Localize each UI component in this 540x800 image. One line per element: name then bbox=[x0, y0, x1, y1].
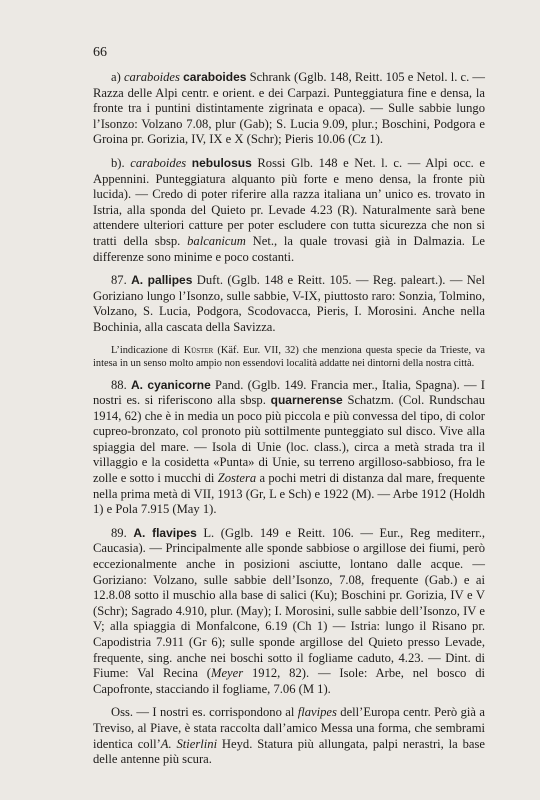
text-run: L’indicazione di bbox=[111, 344, 184, 356]
species-name-italic: caraboides bbox=[130, 155, 187, 170]
page-number: 66 bbox=[93, 45, 107, 60]
species-name: A. pallipes bbox=[131, 273, 193, 288]
entry-number: 89. bbox=[111, 525, 134, 540]
text-run: (Käf. Eur. VII, 32) che menziona questa specie da Trieste, va intesa in un senso molto ampio non essendovi località addatte nei dintorni della nostra città. bbox=[93, 344, 485, 369]
text-run: Pand. (Gglb. 149. Francia mer., Italia, Spagna). — I nostri es. si riferiscono alla sbsp. bbox=[93, 377, 485, 408]
plant-name-italic: Zostera bbox=[217, 471, 257, 486]
paragraph-caraboides-caraboides bbox=[93, 70, 485, 148]
species-name-italic: flavipes bbox=[297, 705, 337, 720]
paragraph-flavipes bbox=[93, 526, 485, 698]
author-name-italic: Meyer bbox=[210, 666, 244, 681]
paragraph-cyanicorne bbox=[93, 378, 485, 518]
paragraph-pallipes bbox=[93, 273, 485, 335]
text-run: b). bbox=[111, 155, 131, 170]
species-name: A. cyanicorne bbox=[130, 377, 211, 392]
species-name-italic: balcanicum bbox=[187, 233, 246, 248]
page-body bbox=[93, 70, 485, 768]
species-name: A. flavipes bbox=[133, 525, 197, 540]
paragraph-caraboides-nebulosus bbox=[93, 156, 485, 265]
entry-number: 88. bbox=[111, 377, 131, 392]
subspecies-name: caraboides bbox=[183, 70, 247, 84]
text-run: a) bbox=[111, 70, 124, 84]
text-run: L. (Gglb. 149 e Reitt. 106. — Eur., Reg mediterr., Caucasia). — Principalmente alle sponde sabbiose o argillose dei fiumi, però eccezionalmente anche in posizioni asciutte, lontano dalle acque. — Goriziano: Volzano, sulle sabbie dell’Isonzo, 7.08, frequente (Gab.) e ai 12.8.08 sotto il muschio alla base di salici (Ku); Boschini pr. Gorizia, IV e V (Schr); Sagrado 4.910, plur. (May); I. Morosini, sulle sabbie dell’Isonzo, IV e V; alla spiaggia di Monfalcone, 6.19 (Ch 1) — Istria: lungo il Risano pr. Capodistria 7.911 (Gr 6); sulle sponde argillose del Quieto presso Levade, frequente, sing. anche nei boschi sotto il fogliame caduto, 4.23. — Dint. di Fiume: Val Recina ( bbox=[93, 525, 485, 681]
author-name: Küster bbox=[183, 344, 214, 356]
entry-number: 87. bbox=[111, 273, 132, 288]
species-name-italic: A. Stierlini bbox=[160, 736, 218, 751]
text-run: Rossi Glb. 148 e Net. l. c. — Alpi occ. e Appennini. Punteggiatura alquanto più forte e meno densa, la fronte più lucida). — Credo di poter riferire alla razza italiana un’ unico es. trovato in Istria, alla sponda del Quieto pr. Levade 4.23 (R). Naturalmente sarà bene attendere ulteriori catture per poter escludere con tutta sicurezza che non si tratti della sbsp. bbox=[93, 155, 485, 248]
text-run: Schrank (Gglb. 148, Reitt. 105 e Netol. l. c. — Razza delle Alpi centr. e orient. e dei Carpazi. Punteggiatura fine e densa, la fronte tra i puntini distintamente zigrinata e opaca). — Sulle sabbie lungo l’Isonzo: Volzano 7.08, plur (Gab); S. Lucia 9.09, plur.; Boschini, Podgora e Groina pr. Gorizia, IV, IX e X (Schr); Pieris 10.06 (Cz 1). bbox=[93, 70, 485, 147]
text-run: Oss. — I nostri es. corrispondono al bbox=[111, 705, 298, 720]
subspecies-name: quarnerense bbox=[270, 393, 343, 408]
paragraph-observation bbox=[93, 705, 485, 767]
text-run: 1912, 82). — Isole: Arbe, nel bosco di Capofronte, stacciando il fogliame, 7.06 (M 1). bbox=[93, 666, 485, 696]
footnote-kuster bbox=[93, 344, 485, 370]
subspecies-name: nebulosus bbox=[191, 155, 252, 170]
text-run: Net., la quale trovasi già in Dalmazia. Le differenze sono minime e poco costanti. bbox=[93, 233, 485, 264]
species-name-italic: caraboides bbox=[123, 70, 180, 84]
text-run: Heyd. Statura più allungata, palpi nerastri, la base delle antenne più scura. bbox=[93, 736, 485, 767]
text-run: Duft. (Gglb. 148 e Reitt. 105. — Reg. paleart.). — Nel Goriziano lungo l’Isonzo, sulle sabbie, V-IX, piuttosto raro: Sonzia, Tolmino, Volzano, S. Lucia, Podgora, Scodovacca, Pieris, I. Morosini. Anche nella Bochinia, alla cascata della Savizza. bbox=[93, 273, 485, 334]
text-run: Schatzm. (Col. Rundschau 1914, 62) che è in media un poco più piccola e più convessa del tipo, di color cupreo-bronzato, col pronoto più sottilmente punteggiato sul disco. Vive alla spiaggia del mare. — Isola di Unie (loc. class.), circa a metà strada tra il villaggio e la cosidetta «Punta» di Unie, su terreno argilloso-sabbioso, fra le zolle e sotto i mucchi di bbox=[93, 393, 486, 486]
text-run: dell’Europa centr. Però già a Treviso, al Piave, è stata raccolta dall’amico Messa una forma, che sembrami identica coll’ bbox=[93, 705, 485, 751]
text-run: a pochi metri di distanza dal mare, frequente nella prima metà di VII, 1913 (Gr, L e Sch) e 1922 (M). — Arbe 1912 (Holdh 1) e Pola 7.915 (May 1). bbox=[93, 471, 485, 517]
